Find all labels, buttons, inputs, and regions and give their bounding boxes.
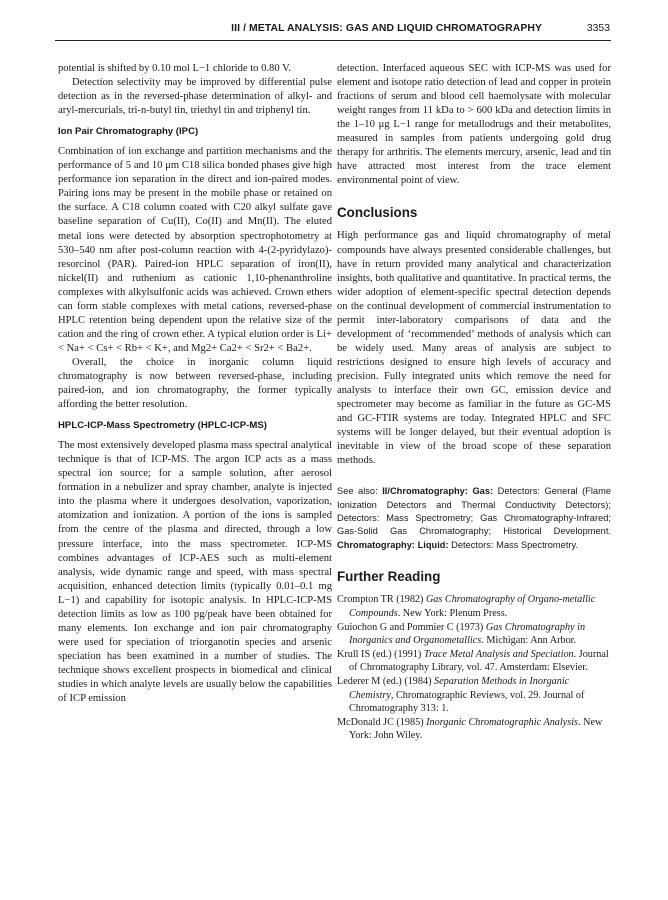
ref-authors: Lederer M (ed.) (1984) xyxy=(337,675,435,687)
heading-further-reading: Further Reading xyxy=(337,569,441,585)
ref-title: Gas Chromatography in Inorganics and Organometallics xyxy=(349,621,586,647)
see-also xyxy=(337,485,611,552)
ref-source: . New York: Plenum Press. xyxy=(397,607,508,619)
ref-authors: McDonald JC (1985) xyxy=(337,716,427,728)
reference-item xyxy=(337,621,611,648)
running-header xyxy=(0,23,668,39)
paragraph: Combination of ion exchange and partition mechanisms and the performance of 5 and 10 μm C18 silica bonded phases give high performance ion separation in the direct and ion-paired modes. Pairing ions may be present in the mobile phase or retained on the surface. A C18 column coated with C20 alkyl sulfate gave baseline separation of Cu(II), Co(II) and Mn(II). The eluted metal ions were detected by absorption spectrophotometry at 530–540 nm after post-column reaction with 4-(2-pyridylazo)-resorcinol (PAR). Paired-ion HPLC separation of iron(II), nickel(II) and ruthenium as cationic 1,10-phenanthroline complexes with alkylsulfonic acids was achieved. Crown ethers can form stable complexes with metal cations, reversed-phase HPLC retention being dependent upon the relative size of the cation and the ring of crown ether. A typical elution order is Li+ < Na+ < Cs+ < Rb+ < K+, and Mg2+ Ca2+ < Sr2+ < Ba2+. xyxy=(58,146,332,354)
subheading-ion-pair: Ion Pair Chromatography (IPC) xyxy=(58,126,199,138)
header-rule xyxy=(55,40,611,41)
paragraph: High performance gas and liquid chromatography of metal compounds have always presented considerable challenges, but have in return provided many analytical and characterization insights, both qualitative and quantitative. In practical terms, the wider adoption of element-specific spectral detection depends on the continual development of commercial instrumentation to permit inter-laboratory comparisons of data and the development of ‘recommended’ methods of analysis which can be widely used. Many areas of analysis are subject to restrictions designed to ensure high levels of accuracy and precision. Fully integrated units which remove the need for analysts to interface their own GC, emission device and spectrometer may become as familiar in the future as GC-MS and GC-FTIR systems are today. Integrated HPLC and SFC systems will be longer delayed, but their eventual adoption is inevitable in view of the broad scope of these separation methods. xyxy=(337,230,611,467)
reference-item xyxy=(337,593,611,620)
reference-item xyxy=(337,648,611,675)
ref-title: Inorganic Chromatographic Analysis xyxy=(426,716,579,728)
right-column xyxy=(337,62,611,743)
paragraph: detection. Interfaced aqueous SEC with ICP-MS was used for element and isotope ratio detection of lead and copper in protein fractions of serum and blood cell haemolysate with molecular weight ranges from 11 kDa to > 600 kDa and detection limits in the 1–10 μg L−1 range for metallodrugs and their metabolites, measured in samples from patients undergoing gold drug therapy for arthritis. The elements mercury, arsenic, lead and tin have attracted most interest from the trace element environmental point of view. xyxy=(337,63,611,187)
ref-source: . Michigan: Ann Arbor. xyxy=(481,635,577,647)
ref-title: Trace Metal Analysis and Speciation xyxy=(423,648,574,660)
see-also-text[interactable]: Detectors: General (Flame Ionization Detectors and Thermal Conductivity Detectors); Detectors: Mass Spectrometry; Gas Chromatography-Infrared; Gas-Solid Gas Chromatography; Historical Development. xyxy=(337,486,611,537)
paragraph: Detection selectivity may be improved by differential pulse detection as in the reversed-phase determination of alkyl- and aryl-mercurials, tri-n-butyl tin, triethyl tin and triphenyl tin. xyxy=(58,77,332,117)
ref-authors: Crompton TR (1982) xyxy=(337,594,426,606)
ref-source: . Journal of Chromatography Library, vol. 47. Amsterdam: Elsevier. xyxy=(349,648,609,674)
see-also-link[interactable]: II/Chromatography: Gas: xyxy=(382,486,494,497)
paragraph: Overall, the choice in inorganic column liquid chromatography is now between reversed-phase, including paired-ion, and ion chromatography, the former typically affording the better resolution. xyxy=(58,356,332,411)
ref-title: Gas Chromatography of Organo-metallic Compounds xyxy=(349,594,596,619)
reference-list xyxy=(337,593,611,743)
page-number: 3353 xyxy=(586,23,610,34)
reference-item xyxy=(337,675,611,716)
ref-authors: Guiochon G and Pommier C (1973) xyxy=(337,621,486,633)
ref-source: . New York: John Wiley. xyxy=(349,716,603,742)
reference-item xyxy=(337,716,611,743)
ref-authors: Krull IS (ed.) (1991) xyxy=(337,648,424,660)
see-also-text[interactable]: Detectors: Mass Spectrometry. xyxy=(448,539,579,550)
left-column xyxy=(58,62,332,706)
see-also-link[interactable]: Chromatography: Liquid: xyxy=(337,539,449,550)
ref-title: Separation Methods in Inorganic Chemistry xyxy=(349,675,570,701)
running-title: III / METAL ANALYSIS: GAS AND LIQUID CHROMATOGRAPHY xyxy=(231,23,542,34)
subheading-hplc-icp-ms: HPLC-ICP-Mass Spectrometry (HPLC-ICP-MS) xyxy=(58,420,267,432)
ref-source: , Chromatographic Reviews, vol. 29. Journal of Chromatography 313: 1. xyxy=(349,689,585,715)
paragraph: potential is shifted by 0.10 mol L−1 chloride to 0.80 V. xyxy=(58,63,292,74)
heading-conclusions: Conclusions xyxy=(337,205,418,221)
see-also-label: See also: xyxy=(337,486,378,497)
paragraph: The most extensively developed plasma mass spectral analytical technique is that of ICP-MS. The argon ICP acts as a mass spectral ion source; for a sample solution, after aerosol formation in a nebulizer and spray chamber, analyte is injected into the plasma where it undergoes desolvation, vaporization, atomization and ionization. A portion of the ions is sampled from the centre of the plasma and directed, through a low pressure interface, into the mass spectrometer. ICP-MS combines advantages of ICP-AES such as multi-element analysis, wide dynamic range and speed, with mass spectral acquisition, enhanced detection limits (typically 0.01–0.1 mg L−1) and capability for isotopic analysis. In HPLC-ICP-MS detection limits as low as 100 pg/peak have been obtained for many elements. Ion exchange and ion pair chromatography were used for speciation of triorganotin species and arsenic speciation has been examined in a number of studies. The technique shows excellent prospects in biomedical and clinical studies in which analyte levels are usually below the capabilities of ICP emission xyxy=(58,440,332,705)
